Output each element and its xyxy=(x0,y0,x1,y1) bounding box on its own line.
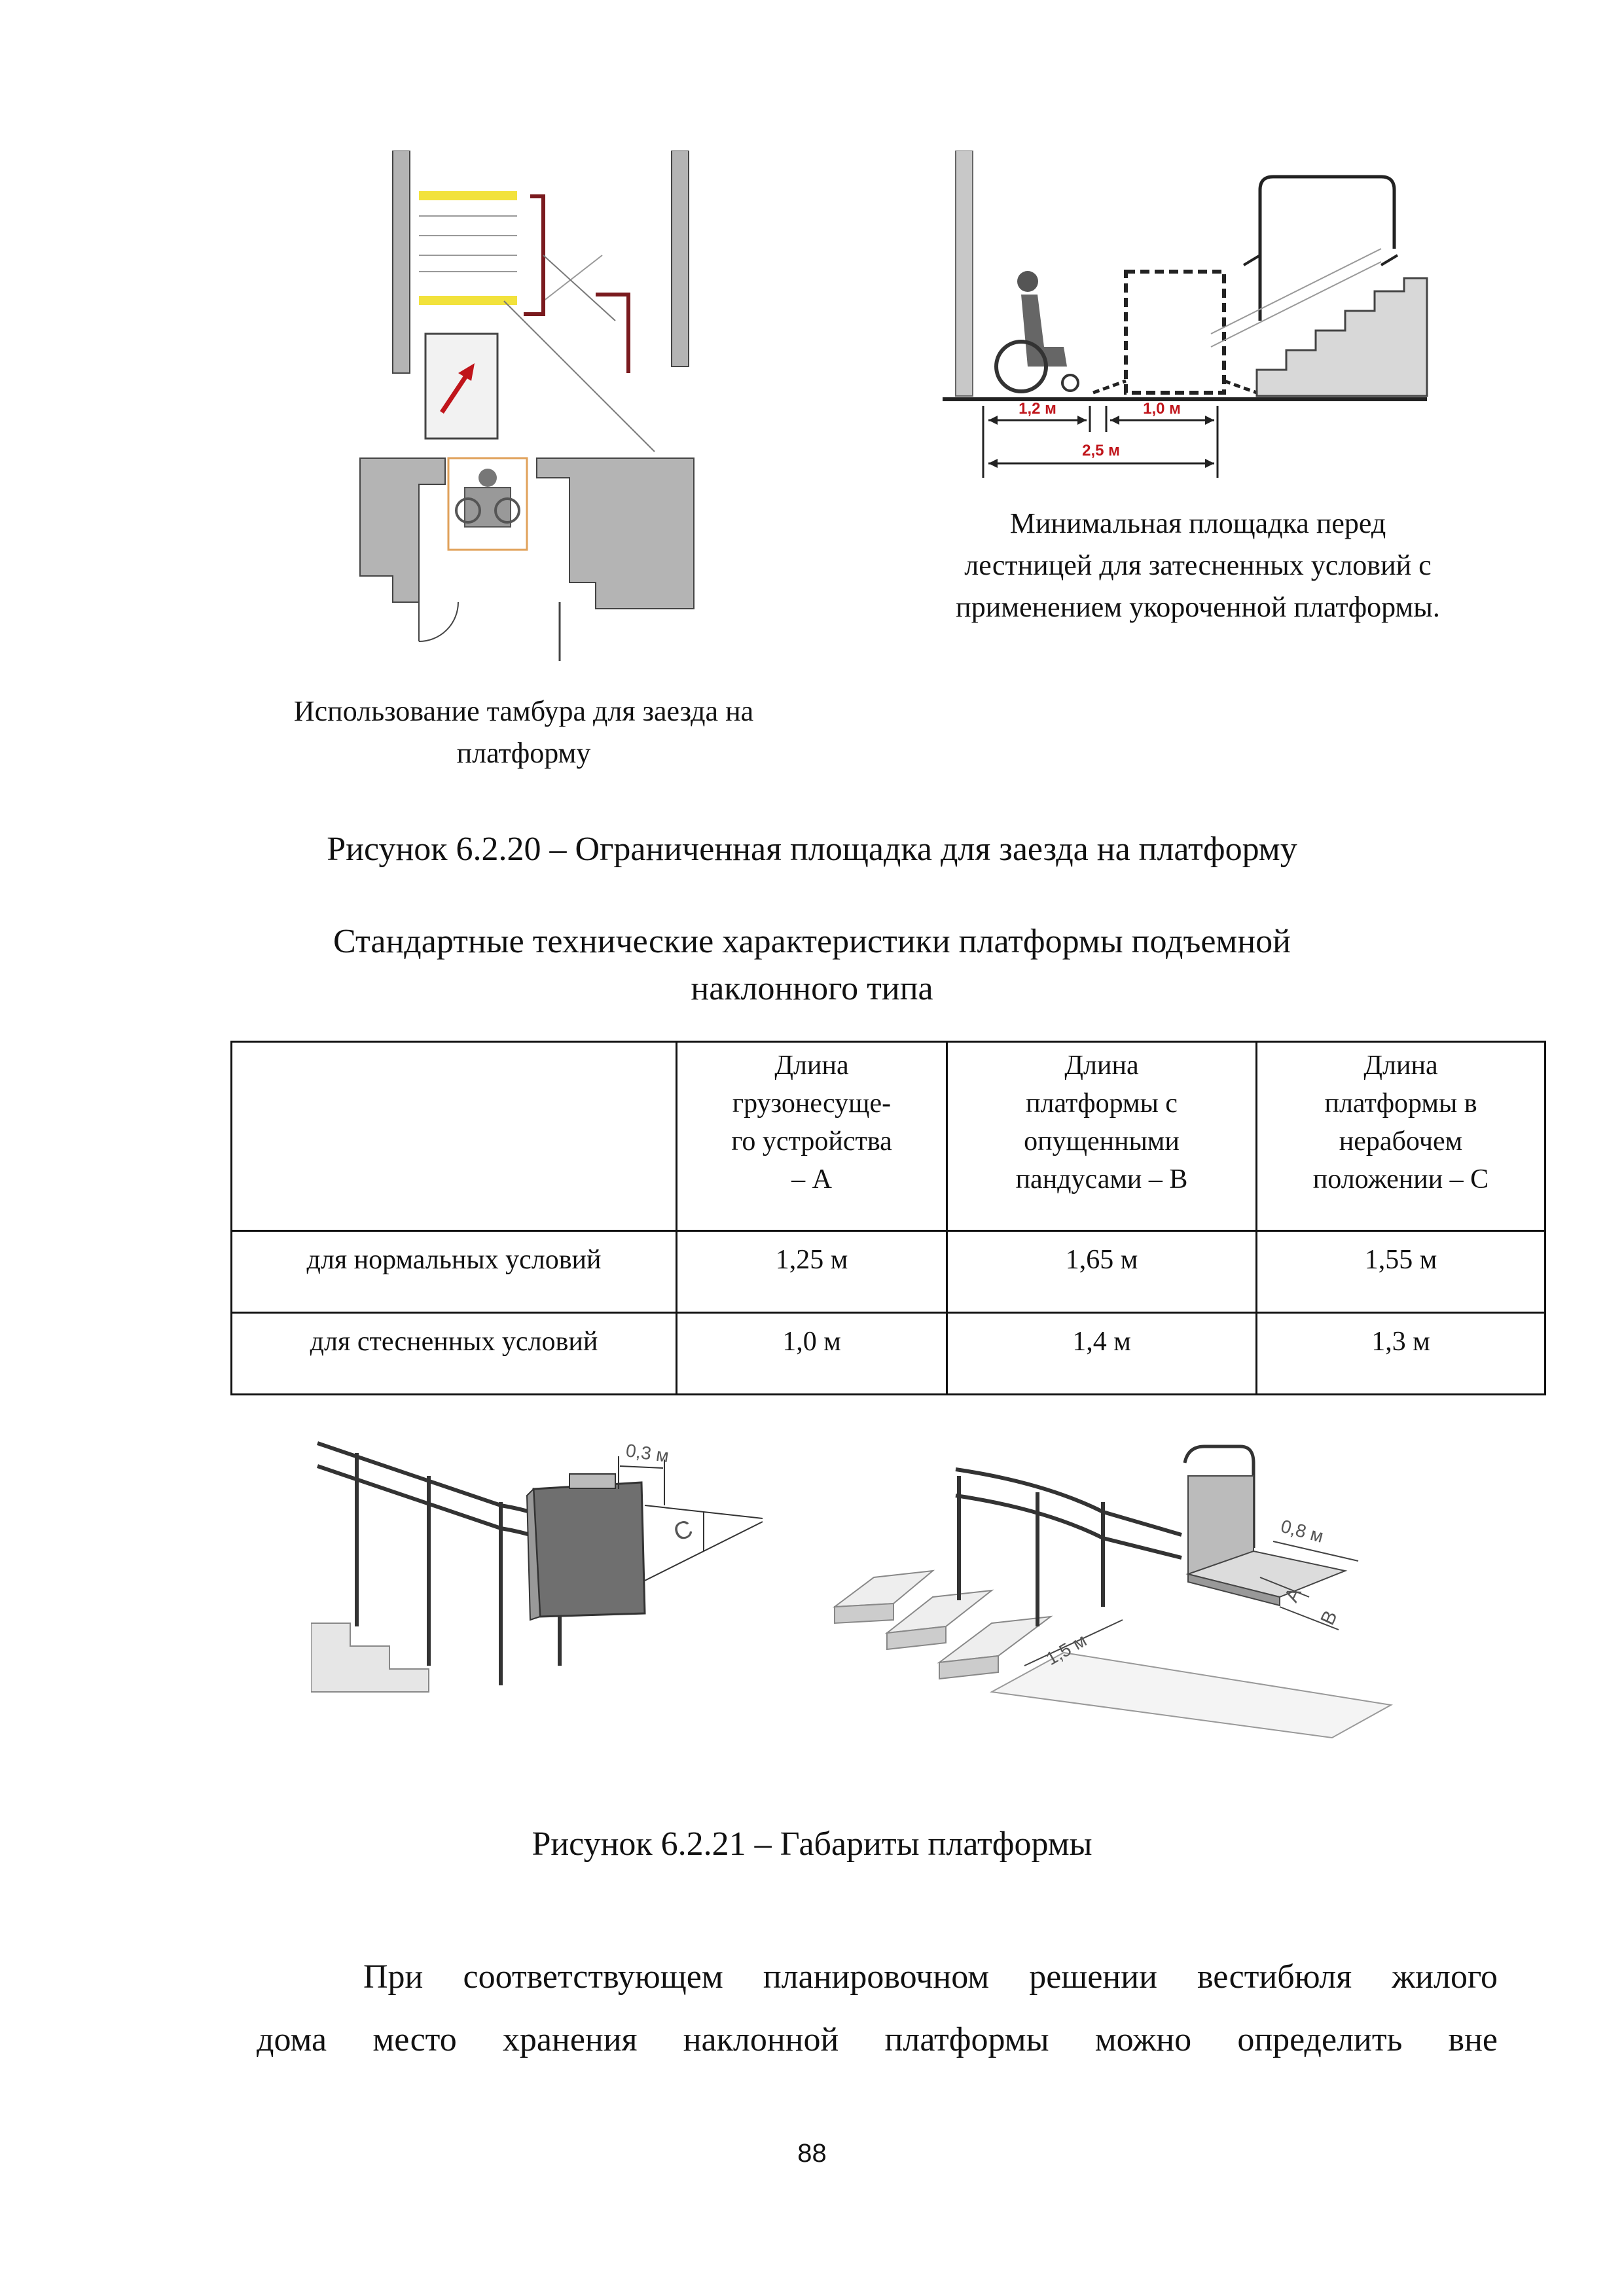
dim-label-length: 1,5 м xyxy=(1042,1630,1091,1670)
table-title xyxy=(0,918,1624,1013)
table-cell: 1,3 м xyxy=(1257,1313,1545,1395)
header-line: – А xyxy=(791,1164,832,1194)
dim-label-a: A xyxy=(1280,1584,1306,1605)
table-cell: 1,65 м xyxy=(947,1231,1257,1313)
figure-20-left-caption xyxy=(229,691,818,774)
header-line: пандусами – В xyxy=(1015,1164,1188,1194)
table-header-b xyxy=(947,1042,1257,1231)
table-header-empty xyxy=(232,1042,677,1231)
table-cell: для стесненных условий xyxy=(232,1313,677,1395)
paragraph-line: дома место хранения наклонной платформы можно определить вне xyxy=(257,2021,1498,2058)
paragraph-line: При соответствующем планировочном решении вестибюля жилого xyxy=(363,1958,1498,1996)
table-row xyxy=(232,1231,1545,1313)
figure-20-right-caption xyxy=(903,503,1492,628)
page-number: 88 xyxy=(797,2139,827,2168)
dim-label-width: 0,8 м xyxy=(1278,1515,1326,1547)
table-header-a xyxy=(677,1042,947,1231)
header-line: Длина xyxy=(1064,1050,1139,1081)
caption-line: платформу xyxy=(456,737,591,769)
table-cell: 1,25 м xyxy=(677,1231,947,1313)
header-line: платформы в xyxy=(1324,1088,1477,1119)
caption-line: Минимальная площадка перед xyxy=(1009,507,1386,539)
spec-table xyxy=(230,1041,1546,1395)
header-line: опущенными xyxy=(1024,1126,1180,1157)
platform-dimensions-drawing xyxy=(311,1430,1437,1777)
header-line: нерабочем xyxy=(1339,1126,1463,1157)
caption-line: применением укороченной платформы. xyxy=(956,591,1440,623)
header-line: Длина xyxy=(774,1050,849,1081)
header-line: платформы с xyxy=(1026,1088,1178,1119)
dim-label-2-5: 2,5 м xyxy=(1082,442,1120,459)
table-cell: 1,0 м xyxy=(677,1313,947,1395)
folded-platform-view xyxy=(311,1440,763,1692)
caption-line: лестницей для затесненных условий с xyxy=(964,549,1432,581)
header-line: Длина xyxy=(1363,1050,1438,1081)
table-row xyxy=(232,1313,1545,1395)
header-line: го устройства xyxy=(731,1126,892,1157)
dim-label-1-0: 1,0 м xyxy=(1143,400,1181,418)
dim-label-c: C xyxy=(670,1515,696,1547)
table-title-line: наклонного типа xyxy=(691,970,933,1007)
dim-label-gap: 0,3 м xyxy=(624,1440,670,1467)
table-cell: для нормальных условий xyxy=(232,1231,677,1313)
vestibule-plan-drawing xyxy=(340,151,746,681)
table-header-row xyxy=(232,1042,1545,1231)
caption-line: Использование тамбура для заезда на xyxy=(293,695,754,727)
table-header-c xyxy=(1257,1042,1545,1231)
figure-21-title: Рисунок 6.2.21 – Габариты платформы xyxy=(532,1825,1092,1863)
figure-20-title: Рисунок 6.2.20 – Ограниченная площадка для заезда на платформу xyxy=(327,831,1297,868)
dim-label-b: B xyxy=(1316,1607,1342,1628)
platform-elevation-drawing xyxy=(929,151,1440,478)
header-line: грузонесуще- xyxy=(732,1088,892,1119)
table-cell: 1,4 м xyxy=(947,1313,1257,1395)
unfolded-platform-view xyxy=(835,1446,1391,1738)
table-cell: 1,55 м xyxy=(1257,1231,1545,1313)
dim-label-1-2: 1,2 м xyxy=(1019,400,1056,418)
table-title-line: Стандартные технические характеристики платформы подъемной xyxy=(333,923,1291,960)
header-line: положении – С xyxy=(1312,1164,1489,1194)
